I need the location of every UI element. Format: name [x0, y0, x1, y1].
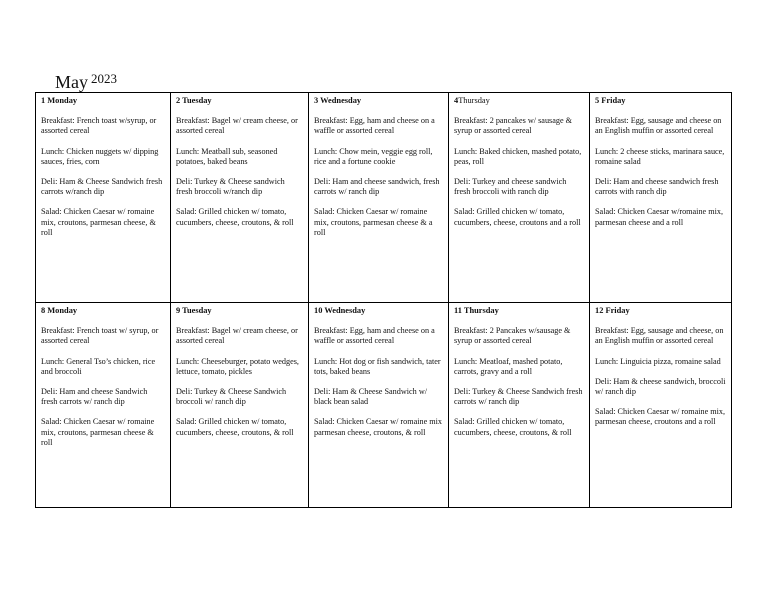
- meal-entry: Salad: Grilled chicken w/ tomato, cucumbers, cheese, croutons and a roll: [454, 207, 581, 227]
- meal-entry: Lunch: General Tso’s chicken, rice and broccoli: [41, 356, 156, 376]
- day-name: Monday: [47, 96, 78, 105]
- day-number: 1: [41, 96, 46, 105]
- meal-entry: Breakfast: Egg, ham and cheese on a waffle or assorted cereal: [314, 116, 435, 136]
- meal-entry: Breakfast: Egg, sausage and cheese on an English muffin or assorted cereal: [595, 116, 722, 136]
- meal-entry: Breakfast: Egg, sausage and cheese, on an English muffin or assorted cereal: [595, 326, 724, 346]
- meal-entry: Salad: Chicken Caesar w/ romaine mix, croutons, parmesan cheese & a roll: [314, 207, 433, 237]
- day-cell: [36, 93, 171, 303]
- day-cell: [171, 303, 309, 507]
- day-header: [595, 96, 726, 106]
- meal-entry: Lunch: Meatball sub, seasoned potatoes, baked beans: [176, 146, 278, 166]
- meal-entry: Salad: Chicken Caesar w/ romaine mix, parmesan cheese, croutons and a roll: [595, 407, 726, 427]
- day-name: Tuesday: [182, 96, 212, 105]
- day-header: [314, 96, 443, 106]
- meal-entry: Breakfast: Bagel w/ cream cheese, or assorted cereal: [176, 116, 298, 136]
- day-header: [314, 306, 443, 316]
- meal-entry: Salad: Grilled chicken w/ tomato, cucumbers, cheese, croutons, & roll: [454, 417, 572, 437]
- day-number: 9: [176, 306, 181, 315]
- day-cell: [449, 303, 590, 507]
- day-number: 8: [41, 306, 46, 315]
- meal-entry: Deli: Ham & Cheese Sandwich w/ black bean salad: [314, 387, 428, 407]
- meal-entry: Deli: Ham & Cheese Sandwich fresh carrots w/ranch dip: [41, 177, 163, 197]
- meal-entry: Lunch: Cheeseburger, potato wedges, lettuce, tomato, pickles: [176, 356, 299, 376]
- meal-entry: Lunch: Chow mein, veggie egg roll, rice and a fortune cookie: [314, 146, 433, 166]
- meal-entry: Deli: Ham and cheese sandwich, fresh carrots w/ ranch dip: [314, 177, 440, 197]
- day-header: [176, 96, 303, 106]
- day-name: Wednesday: [320, 96, 362, 105]
- calendar-title: [55, 72, 117, 93]
- meal-entry: Deli: Turkey and cheese sandwich fresh broccoli with ranch dip: [454, 177, 567, 197]
- day-header: [595, 306, 726, 316]
- meal-entry: Deli: Ham & cheese sandwich, broccoli w/ ranch dip: [595, 376, 726, 397]
- meal-entry: Breakfast: 2 Pancakes w/sausage & syrup or assorted cereal: [454, 326, 571, 346]
- day-number: 10: [314, 306, 323, 315]
- day-header: [41, 306, 165, 316]
- day-name: Thursday: [463, 306, 499, 315]
- meal-entry: Salad: Chicken Caesar w/ romaine mix parmesan cheese, croutons, & roll: [314, 417, 443, 437]
- day-name: Monday: [47, 306, 78, 315]
- day-number: 11: [454, 306, 462, 315]
- meal-entry: Breakfast: Bagel w/ cream cheese, or assorted cereal: [176, 326, 298, 346]
- meal-entry: Deli: Turkey & Cheese sandwich fresh broccoli w/ranch dip: [176, 177, 285, 197]
- day-cell: [449, 93, 590, 303]
- meal-entry: Breakfast: 2 pancakes w/ sausage & syrup or assorted cereal: [454, 116, 572, 136]
- day-cell: [36, 303, 171, 507]
- meal-entry: Deli: Turkey & Cheese Sandwich fresh carrots w/ ranch dip: [454, 387, 583, 407]
- meal-entry: Salad: Grilled chicken w/ tomato, cucumbers, cheese, croutons, & roll: [176, 417, 294, 437]
- day-name: Thursday: [458, 96, 490, 105]
- day-number: 4: [454, 96, 459, 105]
- day-number: 12: [595, 306, 604, 315]
- meal-entry: Breakfast: Egg, ham and cheese on a waffle or assorted cereal: [314, 326, 435, 346]
- day-name: Tuesday: [182, 306, 212, 315]
- day-cell: [309, 93, 449, 303]
- year-label: 2023: [91, 71, 117, 86]
- day-cell: [171, 93, 309, 303]
- meal-entry: Lunch: 2 cheese sticks, marinara sauce, romaine salad: [595, 146, 725, 166]
- meal-entry: Lunch: Linguicia pizza, romaine salad: [595, 356, 721, 366]
- day-name: Friday: [605, 306, 630, 315]
- day-name: Friday: [601, 96, 626, 105]
- day-header: [41, 96, 165, 106]
- meal-entry: Salad: Chicken Caesar w/ romaine mix, croutons, parmesan cheese, & roll: [41, 207, 156, 237]
- meal-entry: Lunch: Chicken nuggets w/ dipping sauces, fries, corn: [41, 146, 159, 166]
- meal-entry: Breakfast: French toast w/syrup, or assorted cereal: [41, 116, 157, 136]
- day-cell: [590, 93, 731, 303]
- day-header: [454, 96, 584, 106]
- day-header: [454, 306, 584, 316]
- meal-entry: Breakfast: French toast w/ syrup, or assorted cereal: [41, 326, 159, 346]
- day-header: [176, 306, 303, 316]
- menu-calendar-grid: [35, 92, 732, 508]
- meal-entry: Salad: Grilled chicken w/ tomato, cucumbers, cheese, croutons, & roll: [176, 207, 294, 227]
- meal-entry: Deli: Turkey & Cheese Sandwich broccoli w/ ranch dip: [176, 387, 287, 407]
- meal-entry: Lunch: Baked chicken, mashed potato, peas, roll: [454, 146, 582, 166]
- meal-entry: Salad: Chicken Caesar w/ romaine mix, croutons, parmesan cheese & roll: [41, 417, 155, 447]
- day-number: 2: [176, 96, 181, 105]
- meal-entry: Lunch: Meatloaf, mashed potato, carrots, gravy and a roll: [454, 356, 563, 376]
- day-cell: [309, 303, 449, 507]
- day-cell: [590, 303, 731, 507]
- day-name: Wednesday: [324, 306, 366, 315]
- meal-entry: Lunch: Hot dog or fish sandwich, tater tots, baked beans: [314, 356, 441, 376]
- day-number: 3: [314, 96, 319, 105]
- meal-entry: Deli: Ham and cheese sandwich fresh carrots with ranch dip: [595, 177, 719, 197]
- month-label: May: [55, 72, 88, 92]
- meal-entry: Deli: Ham and cheese Sandwich fresh carrots w/ ranch dip: [41, 387, 148, 407]
- day-number: 5: [595, 96, 600, 105]
- meal-entry: Salad: Chicken Caesar w/romaine mix, parmesan cheese and a roll: [595, 207, 724, 227]
